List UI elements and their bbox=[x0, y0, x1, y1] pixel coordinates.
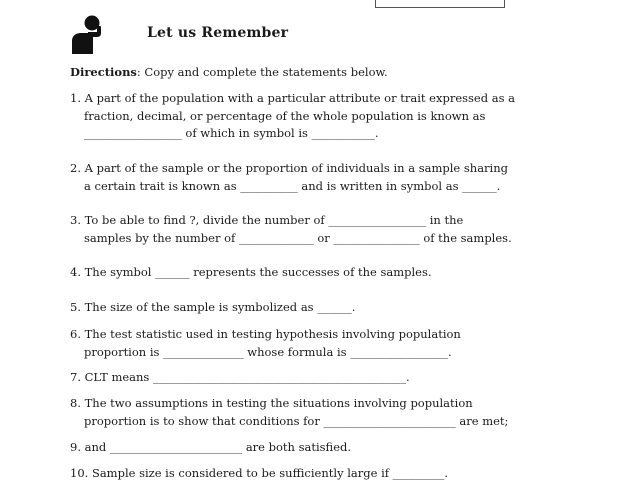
directions-text: : Copy and complete the statements below. bbox=[136, 65, 388, 79]
statement-line: 8. The two assumptions in testing the situations involving population bbox=[70, 396, 473, 410]
statement-line: 7. CLT means ____________________________________________. bbox=[70, 370, 410, 384]
statement-1 bbox=[70, 90, 515, 143]
directions bbox=[70, 64, 388, 80]
directions-label: Directions bbox=[70, 65, 137, 79]
statement-line: samples by the number of _____________ or _______________ of the samples. bbox=[84, 230, 512, 245]
statement-9 bbox=[70, 439, 351, 457]
statement-7 bbox=[70, 369, 410, 387]
page-title: Let us Remember bbox=[147, 25, 289, 41]
statement-line: 4. The symbol ______ represents the successes of the samples. bbox=[70, 265, 432, 279]
statement-4 bbox=[70, 264, 432, 282]
thinking-person-icon bbox=[70, 14, 108, 54]
statement-3 bbox=[70, 212, 512, 247]
statement-line: a certain trait is known as __________ and is written in symbol as ______. bbox=[84, 178, 501, 193]
statement-line: 1. A part of the population with a particular attribute or trait expressed as a bbox=[70, 91, 516, 105]
statement-line: 10. Sample size is considered to be sufficiently large if _________. bbox=[70, 466, 449, 480]
statement-line: fraction, decimal, or percentage of the whole population is known as bbox=[84, 108, 486, 123]
statement-2 bbox=[70, 160, 508, 195]
statement-6 bbox=[70, 326, 461, 361]
statement-5 bbox=[70, 299, 355, 317]
statement-line: 2. A part of the sample or the proportion of individuals in a sample sharing bbox=[70, 161, 508, 175]
statement-line: 3. To be able to find ?, divide the number of _________________ in the bbox=[70, 213, 464, 227]
statement-line: 9. and _______________________ are both satisfied. bbox=[70, 440, 352, 454]
statement-line: 6. The test statistic used in testing hypothesis involving population bbox=[70, 327, 461, 341]
top-box-frame bbox=[375, 0, 505, 8]
statement-line: 5. The size of the sample is symbolized as ______. bbox=[70, 300, 356, 314]
statement-10 bbox=[70, 465, 448, 483]
statement-line: proportion is to show that conditions for _______________________ are met; bbox=[84, 413, 509, 428]
statement-8 bbox=[70, 395, 508, 430]
statement-line: _________________ of which in symbol is ___________. bbox=[84, 126, 379, 140]
statement-line: proportion is ______________ whose formula is _________________. bbox=[84, 344, 452, 359]
